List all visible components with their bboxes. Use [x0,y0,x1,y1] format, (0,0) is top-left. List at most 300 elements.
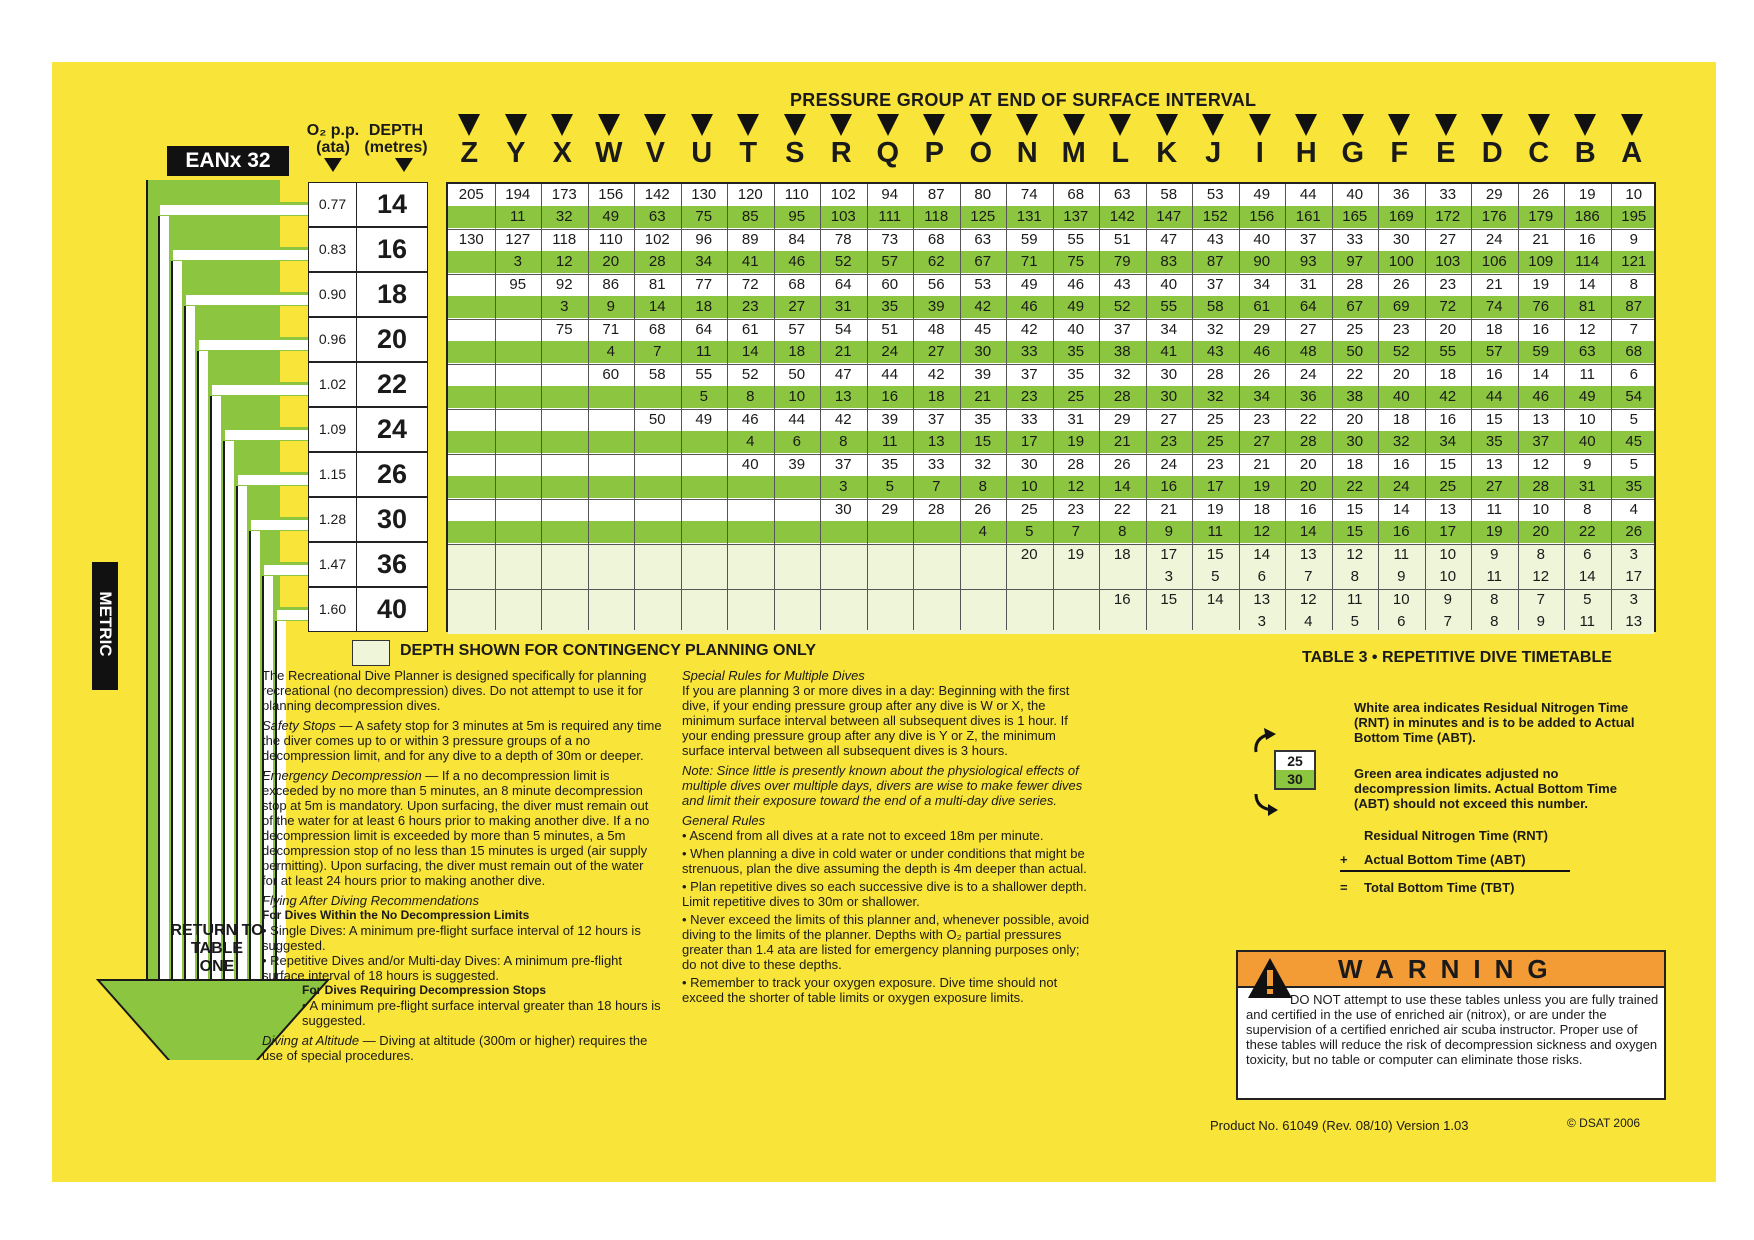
rnt-cell: 156 [598,186,624,203]
rnt-cell: 21 [1485,276,1503,293]
adjusted-ndl-cell: 172 [1435,208,1461,225]
down-arrow-icon [1574,114,1596,136]
column-header-a [1609,114,1656,168]
rnt-cell: 37 [1206,276,1224,293]
rnt-cell: 6 [1583,546,1592,563]
rnt-cell: 18 [1253,501,1271,518]
row-divider [448,589,1654,590]
adjusted-ndl-cell: 10 [1020,478,1038,495]
rnt-cell: 60 [881,276,899,293]
adjusted-ndl-cell: 20 [1299,478,1317,495]
rnt-cell: 68 [1067,186,1085,203]
column-header-z [446,114,493,168]
rnt-cell: 35 [974,411,992,428]
rnt-cell: 54 [834,321,852,338]
rnt-cell: 10 [1392,591,1410,608]
general-rule-2: • When planning a dive in cold water or under conditions that might be strenuous, plan the dive assuming the depth is 4m deeper than actual. [682,846,1087,876]
adjusted-ndl-cell: 4 [606,343,615,360]
column-header-e [1423,114,1470,168]
adjusted-ndl-cell: 46 [1253,343,1271,360]
left-text-column [262,668,662,1063]
adjusted-ndl-cell: 137 [1063,208,1089,225]
rnt-cell: 142 [644,186,670,203]
adjusted-ndl-cell: 118 [924,208,949,225]
rnt-cell: 37 [1299,231,1317,248]
rnt-cell: 120 [737,186,763,203]
rnt-cell: 16 [1392,456,1410,473]
column-divider [960,184,961,630]
rnt-cell: 81 [648,276,666,293]
rnt-cell: 78 [834,231,852,248]
rnt-cell: 37 [1020,366,1038,383]
depth-value: 14 [376,189,408,219]
rnt-cell: 22 [1113,501,1131,518]
column-letter: J [1205,137,1222,169]
column-header-b [1562,114,1609,168]
adjusted-ndl-cell: 90 [1253,253,1271,270]
warning-text [1246,992,1660,1067]
adjusted-ndl-cell: 87 [1206,253,1224,270]
rnt-cell: 26 [1392,276,1410,293]
adjusted-ndl-cell: 8 [1490,613,1499,630]
adjusted-ndl-cell: 14 [1578,568,1596,585]
rnt-cell: 58 [648,366,666,383]
adjusted-ndl-cell: 45 [1625,433,1643,450]
emergency-text: — If a no decompression limit is exceeded by no more than 5 minutes, an 8 minute decompression stop at 5m is mandatory. Upon surfacing, the diver must remain out of the water for at least 6 hours prior to making another dive. If a no decompression limit is exceeded by more than 5 minutes, a 5m decompression stop of no less than 15 minutes is urged (air supply permitting). Upon surfacing, the diver must remain out of the water for at least 24 hours prior to making another dive. [262,768,650,888]
depth-value: 20 [376,324,408,354]
depth-value: 36 [376,549,408,579]
general-rule-5: • Remember to track your oxygen exposure. Dive time should not exceed the shorter of table limits or oxygen exposure limits. [682,975,1058,1005]
adjusted-ndl-cell: 11 [881,433,898,450]
column-divider [1146,184,1147,630]
adjusted-ndl-cell: 22 [1578,523,1596,540]
rnt-cell: 14 [1206,591,1224,608]
rnt-cell: 10 [1439,546,1457,563]
adjusted-ndl-cell: 16 [881,388,899,405]
middle-text-column [682,668,1092,1005]
adjusted-ndl-cell: 176 [1481,208,1507,225]
rnt-cell: 32 [1206,321,1224,338]
column-divider [495,184,496,630]
column-letter: G [1341,137,1365,169]
rnt-cell: 28 [927,501,945,518]
adjusted-ndl-cell: 19 [1253,478,1271,495]
rnt-cell: 40 [741,456,759,473]
column-divider [1099,184,1100,630]
adjusted-ndl-cell: 7 [932,478,941,495]
legend-green-desc: Green area indicates adjusted no decompression limits. Actual Bottom Time (ABT) should not exceed this number. [1354,766,1617,811]
column-header-u [679,114,726,168]
adjusted-ndl-cell: 11 [509,208,526,225]
adjusted-ndl-cell: 11 [1579,613,1596,630]
adjusted-ndl-cell: 28 [1532,478,1550,495]
adjusted-ndl-cell: 17 [1625,568,1643,585]
rnt-cell: 18 [1485,321,1503,338]
rnt-cell: 25 [1206,411,1224,428]
adjusted-ndl-cell: 14 [741,343,759,360]
column-letter: I [1255,137,1264,169]
down-arrow-icon [1063,114,1085,136]
adjusted-ndl-cell: 20 [602,253,620,270]
table-title: TABLE 3 • REPETITIVE DIVE TIMETABLE [1302,649,1612,666]
o2-header-line2: (ata) [316,139,350,156]
rnt-cell: 11 [1486,501,1503,518]
rnt-cell: 68 [927,231,945,248]
rnt-cell: 5 [1583,591,1592,608]
depth-row-16 [308,227,428,272]
rnt-cell: 86 [602,276,620,293]
column-divider [541,184,542,630]
adjusted-ndl-cell: 125 [970,208,996,225]
rnt-cell: 71 [602,321,620,338]
rnt-cell: 21 [1253,456,1271,473]
rnt-cell: 14 [1578,276,1596,293]
contingency-label: DEPTH SHOWN FOR CONTINGENCY PLANNING ONLY [400,642,817,659]
adjusted-ndl-cell: 21 [974,388,992,405]
adjusted-ndl-cell: 23 [1160,433,1178,450]
rnt-cell: 51 [1113,231,1131,248]
adjusted-ndl-cell: 8 [978,478,987,495]
adjusted-ndl-cell: 13 [834,388,852,405]
adjusted-ndl-cell: 15 [974,433,992,450]
column-divider [1053,184,1054,630]
down-arrow-icon [970,114,992,136]
adjusted-ndl-cell: 79 [1113,253,1131,270]
rnt-cell: 9 [1629,231,1638,248]
adjusted-ndl-cell: 4 [1304,613,1313,630]
adjusted-ndl-cell: 13 [927,433,945,450]
column-letter: R [830,137,852,169]
adjusted-ndl-cell: 10 [788,388,806,405]
rnt-cell: 19 [1532,276,1550,293]
depth-row-36 [308,542,428,587]
depth-value: 40 [376,594,408,624]
rnt-cell: 49 [695,411,713,428]
down-arrow-icon [1156,114,1178,136]
adjusted-ndl-cell: 71 [1020,253,1038,270]
rnt-cell: 10 [1625,186,1643,203]
column-letter: V [645,137,665,169]
metric-tab [92,562,118,690]
down-arrow-icon [1435,114,1457,136]
rnt-cell: 110 [784,186,809,203]
o2-value: 0.83 [309,228,357,271]
rnt-cell: 6 [1629,366,1638,383]
adjusted-ndl-cell: 186 [1574,208,1600,225]
adjusted-ndl-cell: 26 [1625,523,1643,540]
adjusted-ndl-cell: 18 [927,388,945,405]
adjusted-ndl-cell: 3 [513,253,522,270]
down-arrow-icon [1621,114,1643,136]
rnt-cell: 57 [788,321,806,338]
adjusted-ndl-cell: 5 [1350,613,1359,630]
rnt-cell: 32 [1113,366,1131,383]
rnt-cell: 23 [1067,501,1085,518]
rnt-cell: 23 [1206,456,1224,473]
rnt-cell: 33 [1346,231,1364,248]
column-letter: T [739,137,758,169]
column-header-c [1516,114,1563,168]
adjusted-ndl-cell: 30 [1346,433,1364,450]
rnt-cell: 43 [1113,276,1131,293]
rnt-cell: 34 [1160,321,1178,338]
rnt-cell: 15 [1160,591,1178,608]
adjusted-ndl-cell: 17 [1206,478,1224,495]
depth-value: 16 [376,234,408,264]
rnt-cell: 42 [927,366,945,383]
rnt-cell: 173 [551,186,577,203]
adjusted-ndl-cell: 59 [1532,343,1550,360]
adjusted-ndl-cell: 27 [927,343,945,360]
rnt-cell: 28 [1067,456,1085,473]
rnt-cell: 55 [1067,231,1085,248]
down-arrow-icon [1342,114,1364,136]
adjusted-ndl-cell: 68 [1625,343,1643,360]
rnt-cell: 29 [1485,186,1503,203]
rnt-cell: 42 [1020,321,1038,338]
general-rule-3: • Plan repetitive dives so each successive dive is to a shallower depth. Limit repetitive dives to 30m or shallower. [682,879,1087,909]
rnt-cell: 13 [1253,591,1271,608]
rnt-cell: 64 [834,276,852,293]
rnt-cell: 14 [1253,546,1271,563]
rnt-cell: 13 [1439,501,1457,518]
adjusted-ndl-cell: 161 [1295,208,1321,225]
adjusted-ndl-cell: 55 [1439,343,1457,360]
rnt-cell: 55 [695,366,713,383]
adjusted-ndl-cell: 74 [1485,298,1503,315]
pressure-group-column-headers [446,114,1656,182]
rnt-cell: 53 [1206,186,1224,203]
row-divider [448,454,1654,455]
depth-header-line2: (metres) [364,139,428,156]
depth-row-24 [308,407,428,452]
adjusted-ndl-cell: 62 [927,253,945,270]
adjusted-ndl-cell: 7 [1304,568,1313,585]
adjusted-ndl-cell: 58 [1206,298,1224,315]
depth-header-line1: DEPTH [368,122,424,139]
rnt-cell: 118 [552,231,577,248]
rnt-cell: 94 [881,186,899,203]
column-divider [1611,184,1612,630]
multi-dives-text: If you are planning 3 or more dives in a day: Beginning with the first dive, if your ending pressure group after any dive is W or X, the minimum surface interval between all subsequent dives is 1 hour. If your ending pressure group after any dive is Y or Z, the minimum surface interval between all subsequent dives is 3 hours. [682,683,1070,758]
rnt-cell: 18 [1113,546,1131,563]
rnt-cell: 15 [1485,411,1503,428]
depth-down-arrow-icon [395,158,413,172]
adjusted-ndl-cell: 27 [788,298,806,315]
rnt-cell: 9 [1490,546,1499,563]
rnt-cell: 19 [1578,186,1596,203]
column-letter: S [785,137,805,169]
rnt-cell: 7 [1536,591,1545,608]
repetitive-dive-table [446,182,1656,632]
down-arrow-icon [1249,114,1271,136]
column-letter: P [924,137,944,169]
adjusted-ndl-cell: 57 [881,253,899,270]
intro-text: The Recreational Dive Planner is designed specifically for planning recreational (no decompression) dives. Do not attempt to use it for planning decompression dives. [262,668,647,713]
rnt-cell: 24 [1299,366,1317,383]
rnt-cell: 39 [974,366,992,383]
o2-value: 1.09 [309,408,357,451]
column-header-s [772,114,819,168]
adjusted-ndl-cell: 19 [1067,433,1085,450]
multi-dives-title: Special Rules for Multiple Dives [682,668,865,683]
adjusted-ndl-cell: 76 [1532,298,1550,315]
adjusted-ndl-cell: 16 [1392,523,1410,540]
adjusted-ndl-cell: 57 [1485,343,1503,360]
rnt-cell: 21 [1532,231,1550,248]
adjusted-ndl-cell: 142 [1109,208,1135,225]
adjusted-ndl-cell: 3 [560,298,569,315]
rnt-cell: 18 [1439,366,1457,383]
column-divider [1471,184,1472,630]
rnt-cell: 13 [1532,411,1550,428]
adjusted-ndl-cell: 169 [1388,208,1414,225]
note-text: Note: Since little is presently known about the physiological effects of multiple dives over multiple days, divers are wise to make fewer dives and limit their exposure toward the end of a multi-day dive series. [682,763,1083,808]
rnt-cell: 43 [1206,231,1224,248]
rnt-cell: 3 [1629,591,1638,608]
safety-stops-text: — A safety stop for 3 minutes at 5m is required any time the diver comes up to or within 3 pressure groups of a no decompression limit, and for any dive to a depth of 30m or deeper. [262,718,662,763]
down-arrow-icon [923,114,945,136]
o2-value: 0.90 [309,273,357,316]
column-letter: U [691,137,713,169]
adjusted-ndl-cell: 11 [1207,523,1224,540]
abt-label: Actual Bottom Time (ABT) [1364,852,1526,867]
adjusted-ndl-cell: 41 [741,253,759,270]
rnt-cell: 37 [834,456,852,473]
column-divider [588,184,589,630]
column-header-x [539,114,586,168]
rnt-cell: 63 [974,231,992,248]
rnt-cell: 29 [881,501,899,518]
down-arrow-icon [1295,114,1317,136]
down-arrow-icon [691,114,713,136]
adjusted-ndl-cell: 52 [1113,298,1131,315]
rnt-cell: 26 [1113,456,1131,473]
sum-divider [1340,870,1570,872]
rnt-cell: 27 [1439,231,1457,248]
adjusted-ndl-cell: 31 [1578,478,1596,495]
adjusted-ndl-cell: 38 [1346,388,1364,405]
rnt-cell: 18 [1346,456,1364,473]
adjusted-ndl-cell: 4 [978,523,987,540]
adjusted-ndl-cell: 34 [695,253,713,270]
adjusted-ndl-cell: 34 [1253,388,1271,405]
rnt-cell: 12 [1346,546,1364,563]
adjusted-ndl-cell: 75 [695,208,713,225]
altitude-para [262,1033,662,1063]
warning-box [1236,950,1666,1100]
rnt-cell: 25 [1346,321,1364,338]
safety-stops-para [262,718,662,763]
adjusted-ndl-cell: 41 [1160,343,1178,360]
adjusted-ndl-cell: 103 [830,208,856,225]
o2-down-arrow-icon [324,158,342,172]
rnt-cell: 9 [1443,591,1452,608]
adjusted-ndl-cell: 131 [1016,208,1042,225]
rnt-cell: 8 [1629,276,1638,293]
rnt-cell: 45 [974,321,992,338]
column-header-o [958,114,1005,168]
adjusted-ndl-cell: 35 [1625,478,1643,495]
rnt-cell: 194 [505,186,531,203]
rnt-cell: 102 [644,231,670,248]
rnt-cell: 33 [1020,411,1038,428]
rnt-cell: 68 [788,276,806,293]
rnt-cell: 63 [1113,186,1131,203]
rnt-cell: 23 [1392,321,1410,338]
rnt-cell: 11 [1579,366,1596,383]
copyright: © DSAT 2006 [1567,1116,1641,1130]
column-letter: M [1061,137,1086,169]
rnt-cell: 20 [1392,366,1410,383]
column-divider [1425,184,1426,630]
o2-value: 0.77 [309,183,357,226]
adjusted-ndl-cell: 46 [1020,298,1038,315]
rnt-cell: 16 [1299,501,1317,518]
rnt-cell: 3 [1629,546,1638,563]
adjusted-ndl-cell: 34 [1439,433,1457,450]
rnt-cell: 47 [1160,231,1178,248]
rnt-cell: 61 [741,321,759,338]
rnt-cell: 15 [1346,501,1364,518]
rnt-cell: 75 [555,321,573,338]
adjusted-ndl-cell: 27 [1485,478,1503,495]
row-divider [448,544,1654,545]
adjusted-ndl-cell: 8 [1118,523,1127,540]
adjusted-ndl-cell: 31 [834,298,852,315]
rnt-cell: 39 [788,456,806,473]
column-header-y [493,114,540,168]
warning-text-content: DO NOT attempt to use these tables unless you are fully trained and certified in the use of enriched air (nitrox), or are under the supervision of a certified enriched air scuba instructor. Proper use of these tables will reduce the risk of decompression sickness and oxygen toxicity, but no table or computer can eliminate those risks. [1246,992,1659,1067]
rnt-label: Residual Nitrogen Time (RNT) [1364,828,1548,843]
adjusted-ndl-cell: 15 [1346,523,1364,540]
o2-value: 1.15 [309,453,357,496]
rnt-cell: 50 [788,366,806,383]
adjusted-ndl-cell: 18 [788,343,806,360]
return-label-line1: RETURN TO [170,922,264,939]
tbt-label: Total Bottom Time (TBT) [1364,880,1515,895]
adjusted-ndl-cell: 21 [834,343,852,360]
down-arrow-icon [1528,114,1550,136]
adjusted-ndl-cell: 147 [1156,208,1182,225]
rnt-cell: 95 [509,276,527,293]
rnt-cell: 39 [881,411,899,428]
down-arrow-icon [877,114,899,136]
depth-row-18 [308,272,428,317]
row-divider [448,364,1654,365]
rnt-cell: 25 [1020,501,1038,518]
rnt-cell: 35 [881,456,899,473]
column-letter: N [1016,137,1038,169]
adjusted-ndl-cell: 21 [1113,433,1131,450]
o2-value: 1.02 [309,363,357,406]
rnt-cell: 35 [1067,366,1085,383]
column-header-n [1004,114,1051,168]
rnt-cell: 8 [1536,546,1545,563]
adjusted-ndl-cell: 12 [1067,478,1085,495]
o2-value: 0.96 [309,318,357,361]
adjusted-ndl-cell: 14 [648,298,666,315]
row-divider [448,274,1654,275]
o2-header-line1: O₂ p.p. [306,122,360,139]
rnt-cell: 33 [927,456,945,473]
adjusted-ndl-cell: 165 [1342,208,1368,225]
adjusted-ndl-cell: 17 [1439,523,1457,540]
flying-bullet-2: • Repetitive Dives and/or Multi-day Dives: A minimum pre-flight surface interval of 18 hours is suggested. [262,953,623,983]
adjusted-ndl-cell: 7 [653,343,662,360]
adjusted-ndl-cell: 13 [1625,613,1643,630]
rnt-cell: 10 [1532,501,1550,518]
